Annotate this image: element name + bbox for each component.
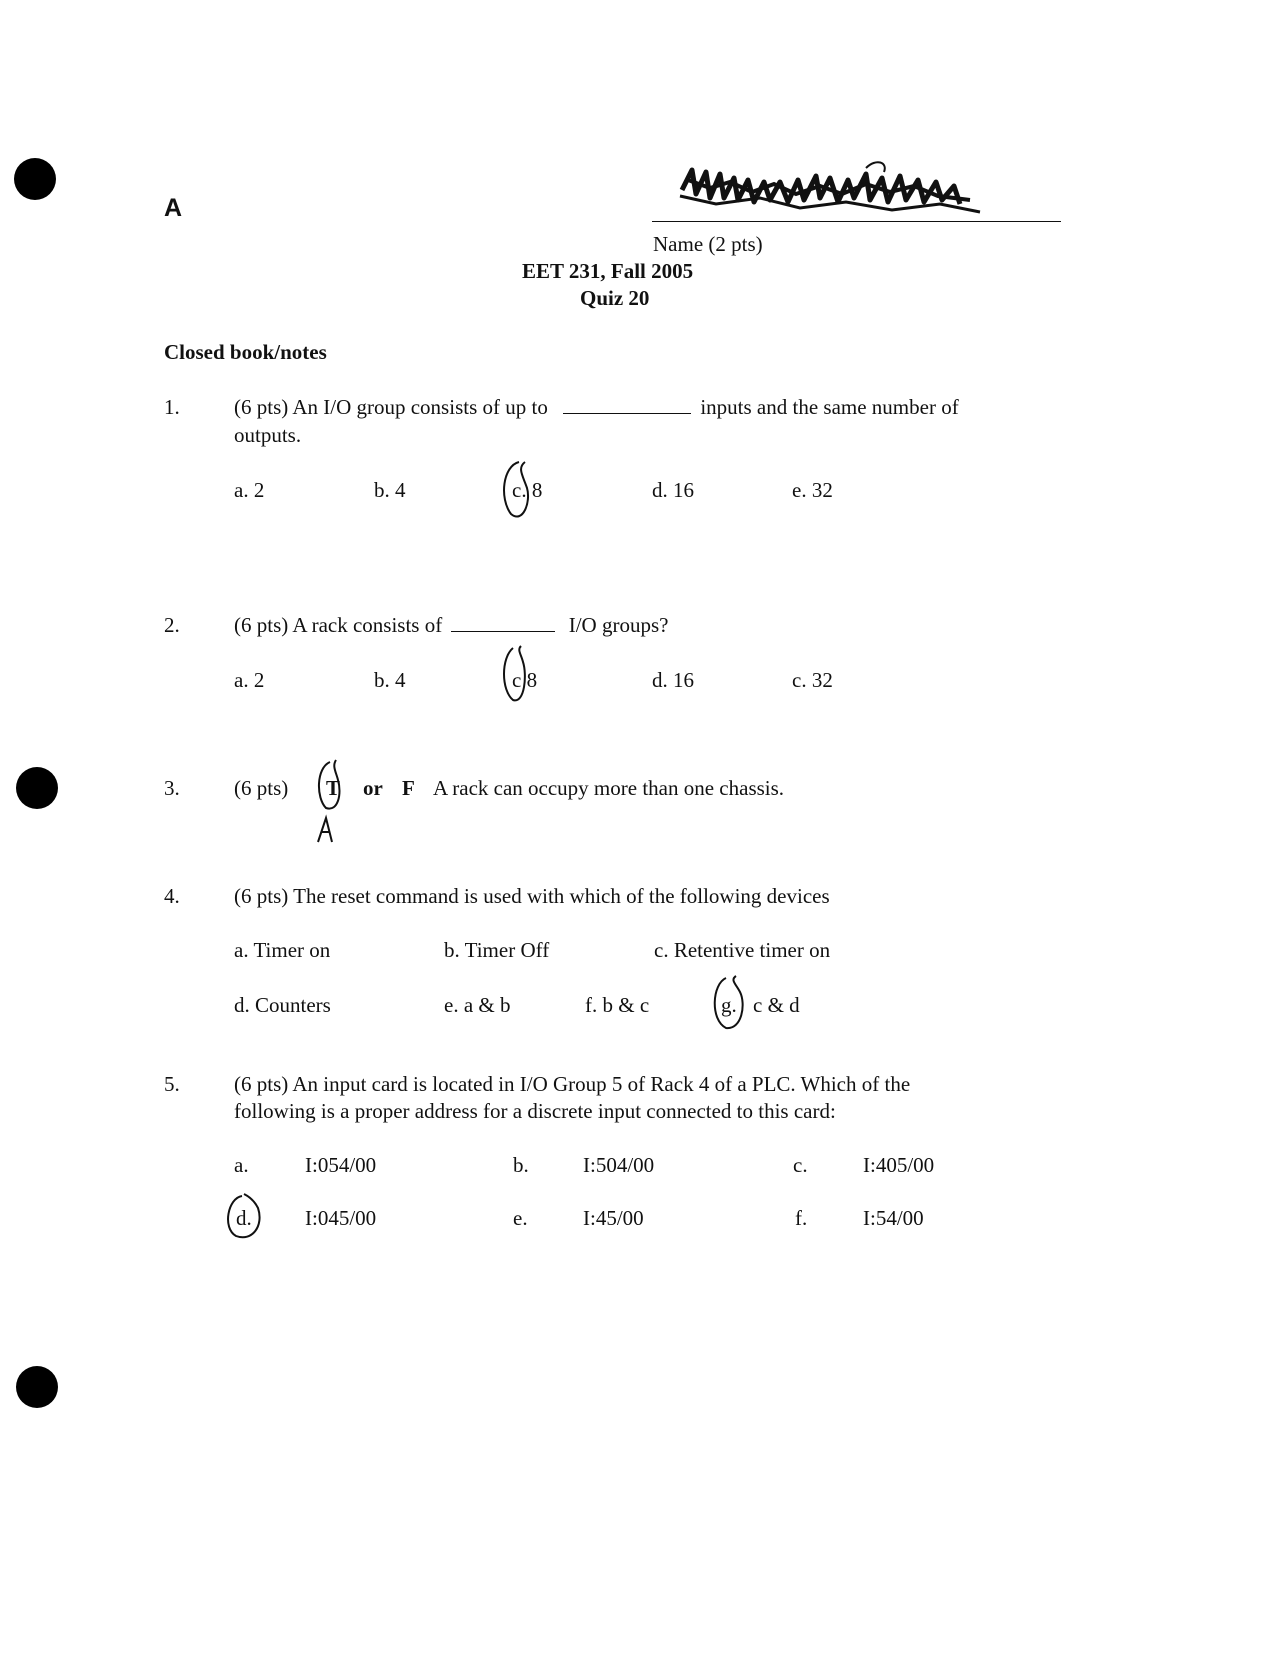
q4-text: (6 pts) The reset command is used with which of the following devices bbox=[234, 884, 830, 908]
q4-option-e: e. a & b bbox=[444, 993, 511, 1017]
q2-number: 2. bbox=[164, 613, 180, 637]
q3-statement: A rack can occupy more than one chassis. bbox=[433, 776, 785, 800]
name-scribble bbox=[670, 158, 1000, 218]
q5-text-line2: following is a proper address for a discrete input connected to this card: bbox=[234, 1099, 836, 1123]
q5-option-d-value: I:045/00 bbox=[305, 1206, 377, 1230]
q2-blank bbox=[451, 613, 555, 632]
q5-answer-circle bbox=[222, 1192, 268, 1244]
q2-option-d: d. 16 bbox=[652, 668, 694, 692]
q5-option-f-letter: f. bbox=[795, 1206, 808, 1230]
q5-number: 5. bbox=[164, 1072, 180, 1096]
q1-text-before: (6 pts) An I/O group consists of up to bbox=[234, 395, 548, 419]
q4-option-d: d. Counters bbox=[234, 993, 331, 1017]
q1-option-c: c. 8 bbox=[512, 478, 543, 502]
q4-number: 4. bbox=[164, 884, 180, 908]
q4-option-c: c. Retentive timer on bbox=[654, 938, 831, 962]
q5-option-c-letter: c. bbox=[793, 1153, 808, 1177]
q1-text bbox=[234, 394, 959, 420]
q1-number: 1. bbox=[164, 395, 180, 419]
q2-option-c: c 8 bbox=[512, 668, 538, 692]
q4-option-a: a. Timer on bbox=[234, 938, 331, 962]
version-letter: A bbox=[164, 194, 183, 222]
name-line bbox=[652, 221, 1061, 222]
q5-option-a-value: I:054/00 bbox=[305, 1153, 377, 1177]
punch-hole-top bbox=[14, 158, 56, 200]
q2-option-b: b. 4 bbox=[374, 668, 406, 692]
q3-false-option: F bbox=[402, 776, 415, 800]
q1-blank bbox=[563, 395, 691, 414]
q5-option-e-letter: e. bbox=[513, 1206, 528, 1230]
quiz-title: Quiz 20 bbox=[580, 286, 650, 310]
q2-text-before: (6 pts) A rack consists of bbox=[234, 613, 443, 637]
q3-points: (6 pts) bbox=[234, 776, 289, 800]
q4-option-b: b. Timer Off bbox=[444, 938, 550, 962]
q5-option-a-letter: a. bbox=[234, 1153, 249, 1177]
punch-hole-middle bbox=[16, 767, 58, 809]
q2-text-after: I/O groups? bbox=[568, 613, 669, 637]
q2-option-e: c. 32 bbox=[792, 668, 833, 692]
punch-hole-bottom bbox=[16, 1366, 58, 1408]
q5-option-c-value: I:405/00 bbox=[863, 1153, 935, 1177]
name-label: Name (2 pts) bbox=[653, 232, 763, 256]
q4-option-g-text: c & d bbox=[753, 993, 800, 1017]
q4-answer-circle bbox=[706, 974, 754, 1034]
q2-answer-circle bbox=[499, 644, 533, 706]
q3-number: 3. bbox=[164, 776, 180, 800]
q1-text-line2: outputs. bbox=[234, 423, 302, 447]
q1-option-b: b. 4 bbox=[374, 478, 406, 502]
q3-true-option: T bbox=[326, 776, 341, 800]
q1-text-after: inputs and the same number of bbox=[700, 395, 959, 419]
rules-note: Closed book/notes bbox=[164, 340, 327, 364]
q2-option-a: a. 2 bbox=[234, 668, 265, 692]
q5-option-d-letter: d. bbox=[236, 1206, 252, 1230]
q5-text-line1: (6 pts) An input card is located in I/O Group 5 of Rack 4 of a PLC. Which of the bbox=[234, 1072, 911, 1096]
q5-option-b-letter: b. bbox=[513, 1153, 529, 1177]
q1-option-d: d. 16 bbox=[652, 478, 694, 502]
q3-answer-circle bbox=[312, 758, 356, 844]
q1-option-a: a. 2 bbox=[234, 478, 265, 502]
q5-option-e-value: I:45/00 bbox=[583, 1206, 644, 1230]
q5-option-b-value: I:504/00 bbox=[583, 1153, 655, 1177]
q1-option-e: e. 32 bbox=[792, 478, 833, 502]
course-title: EET 231, Fall 2005 bbox=[522, 259, 694, 283]
q5-option-f-value: I:54/00 bbox=[863, 1206, 924, 1230]
q3-or-label: or bbox=[363, 776, 383, 800]
q2-text bbox=[234, 612, 668, 638]
q1-answer-circle bbox=[497, 458, 541, 528]
q4-option-g-letter: g. bbox=[721, 993, 737, 1017]
q4-option-f: f. b & c bbox=[585, 993, 650, 1017]
